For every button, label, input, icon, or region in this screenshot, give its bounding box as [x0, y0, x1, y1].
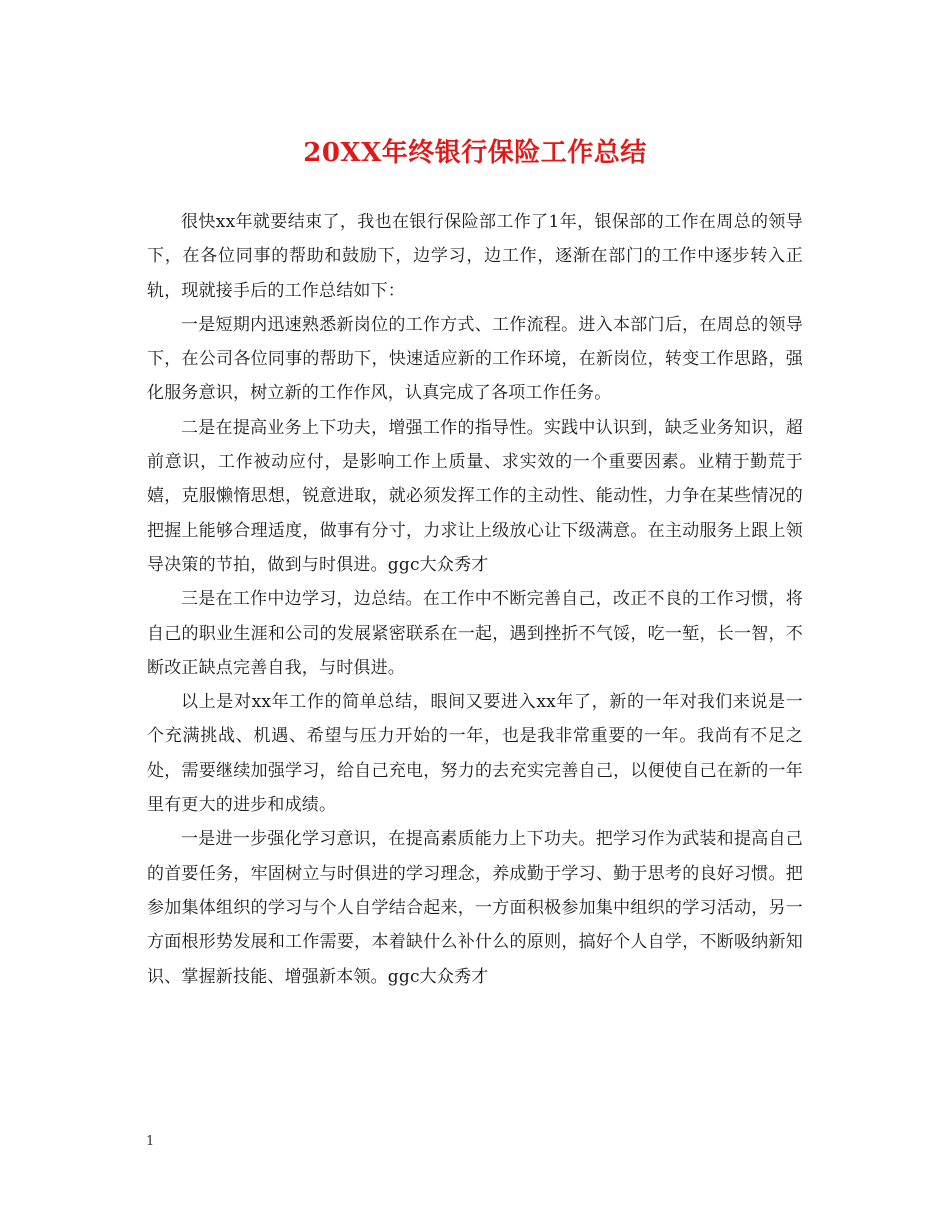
paragraph-intro: 很快xx年就要结束了，我也在银行保险部工作了1年，银保部的工作在周总的领导下，在各位同事的帮助和鼓励下，边学习，边工作，逐渐在部门的工作中逐步转入正轨，现就接手后的工作总结如下：: [147, 212, 803, 301]
document-body: [147, 205, 803, 994]
document-title: 20XX年终银行保险工作总结: [303, 138, 647, 168]
paragraph-point-1: 一是短期内迅速熟悉新岗位的工作方式、工作流程。进入本部门后，在周总的领导下，在公司各位同事的帮助下，快速适应新的工作环境，在新岗位，转变工作思路，强化服务意识，树立新的工作作风，认真完成了各项工作任务。: [147, 314, 803, 404]
paragraph-point-2: 二是在提高业务上下功夫，增强工作的指导性。实践中认识到，缺乏业务知识，超前意识，工作被动应付，是影响工作上质量、求实效的一个重要因素。业精于勤荒于嬉，克服懒惰思想，锐意进取，就必须发挥工作的主动性、能动性，力争在某些情况的把握上能够合理适度，做事有分寸，力求让上级放心让下级满意。在主动服务上跟上领导决策的节拍，做到与时俱进。ggc大众秀才: [147, 417, 803, 575]
paragraph-plan-1: 一是进一步强化学习意识，在提高素质能力上下功夫。把学习作为武装和提高自己的首要任务，牢固树立与时俱进的学习理念，养成勤于学习、勤于思考的良好习惯。把参加集体组织的学习与个人自学结合起来，一方面积极参加集中组织的学习活动，另一方面根形势发展和工作需要，本着缺什么补什么的原则，搞好个人自学，不断吸纳新知识、掌握新技能、增强新本领。ggc大众秀才: [147, 829, 803, 987]
paragraph-summary: 以上是对xx年工作的简单总结，眼间又要进入xx年了，新的一年对我们来说是一个充满挑战、机遇、希望与压力开始的一年，也是我非常重要的一年。我尚有不足之处，需要继续加强学习，给自己充电，努力的去充实完善自己，以便使自己在新的一年里有更大的进步和成绩。: [147, 692, 803, 816]
paragraph-point-3: 三是在工作中边学习，边总结。在工作中不断完善自己，改正不良的工作习惯，将自己的职业生涯和公司的发展紧密联系在一起，遇到挫折不气馁，吃一堑，长一智，不断改正缺点完善自我，与时俱进。: [147, 589, 803, 678]
page-number: 1: [146, 1134, 155, 1149]
